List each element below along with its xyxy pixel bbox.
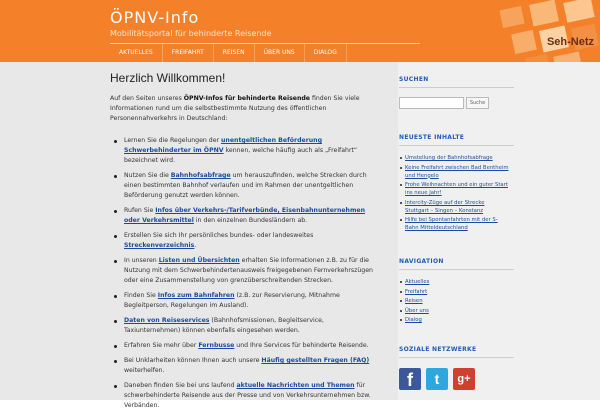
list-item <box>110 171 380 201</box>
news-item[interactable]: Umstellung der Bahnhofsabfrage <box>399 154 509 162</box>
list-item-text: in den einzelnen Bundesländern ab. <box>193 217 308 224</box>
verkehrsverbuende-link[interactable]: Infos über Verkehrs-/Tarifverbünde, Eisenbahnunternehmen oder Verkehrsmittel <box>124 207 366 224</box>
intro-bold: ÖPNV-Infos für behinderte Reisende <box>183 95 310 102</box>
list-item <box>110 341 380 351</box>
list-item-text: Daneben finden Sie bei uns laufend <box>124 382 237 389</box>
intro-text <box>110 94 380 124</box>
list-item-text: weiterhelfen. <box>124 367 165 374</box>
nav-item-freifahrt[interactable]: FREIFAHRT <box>163 44 214 62</box>
list-item-text: (Bahnhofsmissionen, Begleitservice, Taxiunternehmen) können ebenfalls eingesehen werden. <box>124 317 324 334</box>
nachrichten-link[interactable]: aktuelle Nachrichten und Themen <box>236 382 355 389</box>
list-item-text: um herauszufinden, welche Strecken durch einen bestimmten Bahnhof verlaufen und im Rahmen der unentgeltlichen Beförderung genutzt werden können. <box>124 172 367 199</box>
google-plus-icon[interactable]: g+ <box>453 368 475 390</box>
sidebar-divider <box>399 87 514 88</box>
list-item <box>110 231 380 251</box>
nav-item-ueber-uns[interactable]: ÜBER UNS <box>255 44 305 62</box>
site-title[interactable]: ÖPNV-Info <box>110 8 200 27</box>
news-list <box>399 154 509 234</box>
list-item-text: Lernen Sie die Regelungen der <box>124 137 222 144</box>
sidebar-nav-reisen[interactable]: Reisen <box>399 297 509 305</box>
list-item-text: und Ihre Services für behinderte Reisende. <box>234 342 369 349</box>
listen-link[interactable]: Listen und Übersichten <box>158 257 240 264</box>
navigation-list <box>399 278 509 326</box>
faq-link[interactable]: Häufig gestellten Fragen (FAQ) <box>261 357 370 364</box>
news-item[interactable]: Hilfe bei Spontanfahrten mit der S-Bahn Mitteldeutschland <box>399 216 509 232</box>
sidebar-nav-aktuelles[interactable]: Aktuelles <box>399 278 509 286</box>
news-item[interactable]: Frohe Weihnachten und ein guter Start ins neue Jahr! <box>399 181 509 197</box>
list-item-text: Erstellen Sie sich Ihr persönliches bundes- oder landesweites <box>124 232 314 239</box>
nav-item-aktuelles[interactable]: AKTUELLES <box>110 44 163 62</box>
main-nav <box>110 44 347 62</box>
search-input[interactable] <box>399 97 464 109</box>
list-item <box>110 356 380 376</box>
nav-item-dialog[interactable]: DIALOG <box>305 44 347 62</box>
facebook-icon[interactable]: f <box>399 368 421 390</box>
feature-list <box>110 136 380 416</box>
list-item-text: (z.B. zur Reservierung, Mitnahme Begleitperson, Regelungen im Ausland). <box>124 292 340 309</box>
sidebar-nav-freifahrt[interactable]: Freifahrt <box>399 288 509 296</box>
list-item <box>110 381 380 411</box>
list-item-text: Erfahren Sie mehr über <box>124 342 199 349</box>
fernbusse-link[interactable]: Fernbusse <box>198 342 235 349</box>
news-item[interactable]: Keine Freifahrt zwischen Bad Bentheim und Hengelo <box>399 164 509 180</box>
list-item-text: für schwerbehinderte Reisende aus der Presse und von Verkehrsunternehmen bzw. Verbänden. <box>124 382 371 409</box>
page-title: Herzlich Willkommen! <box>110 71 226 85</box>
site-subtitle: Mobilitätsportal für behinderte Reisende <box>110 29 272 38</box>
list-item-text: . <box>194 242 197 249</box>
nav-item-reisen[interactable]: REISEN <box>214 44 255 62</box>
sidebar-nav-dialog[interactable]: Dialog <box>399 316 509 324</box>
sidebar-nav-ueber-uns[interactable]: Über uns <box>399 307 509 315</box>
list-item-text: Rufen Sie <box>124 207 156 214</box>
navigation-heading: NAVIGATION <box>399 258 444 265</box>
search-button[interactable]: Suche <box>466 97 489 109</box>
list-item-text: Bei Unklarheiten können Ihnen auch unsere <box>124 357 262 364</box>
list-item-text: kennen, welche häufig auch als „Freifahrt“ bezeichnet wird. <box>124 147 358 164</box>
list-item <box>110 206 380 226</box>
list-item <box>110 256 380 286</box>
news-item[interactable]: Intercity-Züge auf der Strecke Stuttgart – Singen – Konstanz <box>399 199 509 215</box>
sidebar-divider <box>399 269 514 270</box>
list-item-text: Finden Sie <box>124 292 158 299</box>
bahnhofsabfrage-link[interactable]: Bahnhofsabfrage <box>170 172 231 179</box>
twitter-icon[interactable]: t <box>426 368 448 390</box>
sidebar-divider <box>399 357 514 358</box>
list-item <box>110 136 380 166</box>
list-item-text: Nutzen Sie die <box>124 172 171 179</box>
logo-text: Seh-Netz <box>546 36 594 48</box>
list-item-text: In unseren <box>124 257 159 264</box>
social-heading: SOZIALE NETZWERKE <box>399 346 477 353</box>
bahnfahren-link[interactable]: Infos zum Bahnfahren <box>157 292 235 299</box>
news-heading: NEUESTE INHALTE <box>399 134 465 141</box>
list-item-text: erhalten Sie Informationen z.B. zu für die Nutzung mit dem Schwerbehindertenausweis freigegebenen Fernverkehrszügen oder eine Zusammenstellung von grenzüberschreitenden Strecken. <box>124 257 373 284</box>
list-item <box>110 291 380 311</box>
reiseservices-link[interactable]: Daten von Reiseservices <box>124 317 210 324</box>
streckenverzeichnis-link[interactable]: Streckenverzeichnis <box>124 242 195 249</box>
search-heading: SUCHEN <box>399 76 429 83</box>
list-item <box>110 316 380 336</box>
sidebar-divider <box>399 145 514 146</box>
intro-pre: Auf den Seiten unseres <box>110 95 184 102</box>
intro-post: finden Sie viele Informationen rund um die selbstbestimmte Nutzung des öffentlichen Personennahverkehrs in Deutschland: <box>110 95 360 122</box>
freifahrt-link[interactable]: unentgeltlichen Beförderung Schwerbehinderter im ÖPNV <box>124 137 322 154</box>
